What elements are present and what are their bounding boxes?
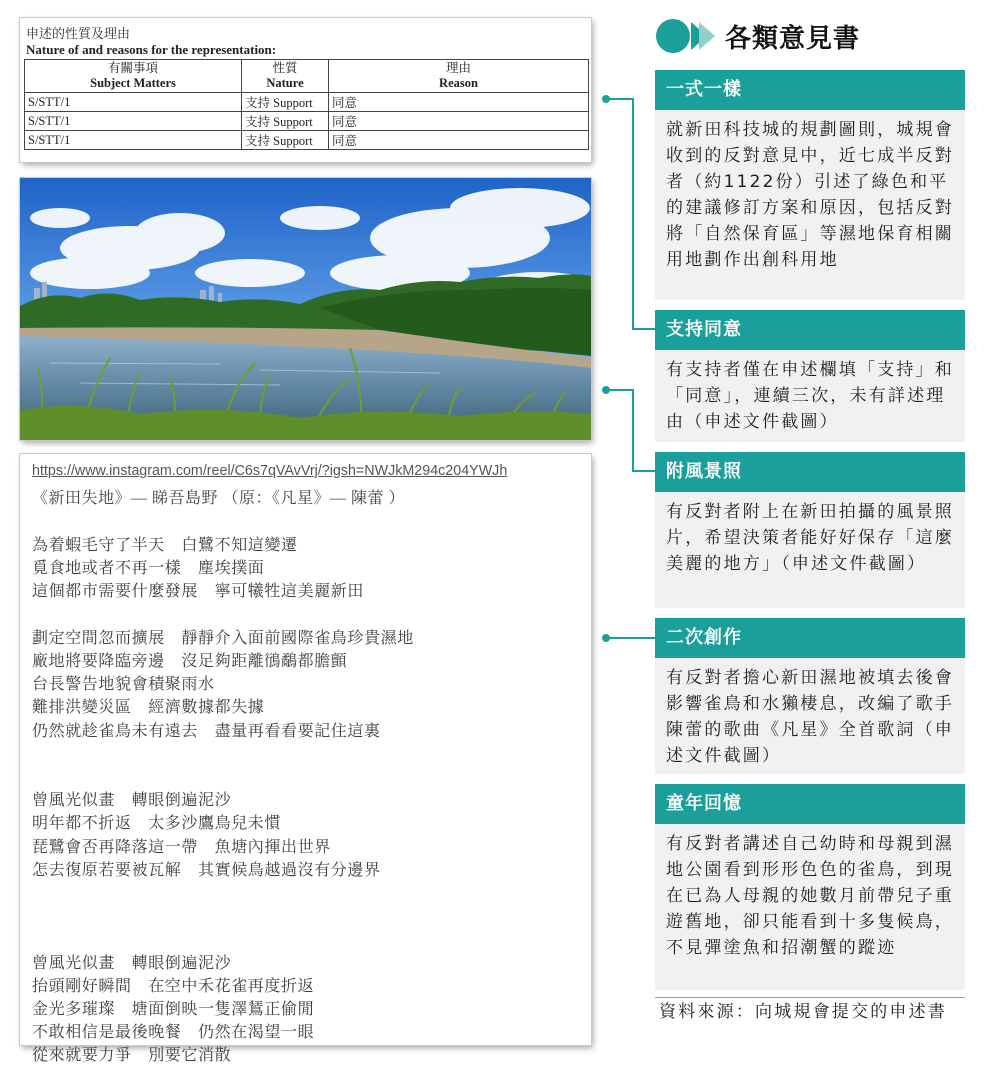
- lyric-line: 劃定空間忽而擴展 靜靜介入面前國際雀鳥珍貴濕地: [32, 629, 414, 647]
- column-header-subject: 有關事項 Subject Matters: [25, 60, 242, 93]
- table-row: [25, 93, 589, 112]
- lyric-line: 為着蝦毛守了半天 白鷺不知這變遷: [32, 537, 298, 554]
- column-header-reason: 理由 Reason: [329, 60, 589, 93]
- cell-nature: 支持 Support: [242, 112, 329, 131]
- section-heading-photo: 附風景照: [655, 452, 965, 492]
- lyric-line: 抬頭剛好瞬間 在空中禾花雀再度折返: [32, 977, 315, 995]
- lyric-line: 琵鷺會否再降落這一帶 魚塘內揮出世界: [32, 838, 331, 856]
- section-body-photo: 有反對者附上在新田拍攝的風景照片，希望決策者能好好保存「這麼美麗的地方」（申述文件截圖）: [655, 492, 965, 608]
- table-row: [25, 112, 589, 131]
- representation-table: [24, 59, 589, 150]
- lyric-line: 難排洪變災區 經濟數據都失據: [32, 699, 265, 717]
- section-heading-derivative: 二次創作: [655, 618, 965, 658]
- lyric-line: 不敢相信是最後晚餐 仍然在渴望一眼: [32, 1024, 315, 1042]
- wetland-photo-illustration: [20, 178, 591, 440]
- form-heading-zh: 申述的性質及理由: [26, 26, 131, 41]
- ming-pao-logo-icon: [655, 16, 717, 56]
- cell-reason: 同意: [329, 93, 589, 112]
- section-body-support: 有支持者僅在申述欄填「支持」和「同意」，連續三次，未有詳述理由（申述文件截圖）: [655, 350, 965, 442]
- section-heading-childhood: 童年回憶: [655, 784, 965, 824]
- table-row: [25, 131, 589, 150]
- wetland-landscape-photo: [20, 178, 591, 440]
- table-header-row: [25, 60, 589, 93]
- section-heading-identical: 一式一樣: [655, 70, 965, 110]
- cell-subject: S/STT/1: [25, 93, 242, 112]
- lyric-line: 廠地將要降臨旁邊 沒足夠距離鴴鷸都膽顫: [32, 653, 348, 670]
- lyric-line: 曾風光似畫 轉眼倒遍泥沙: [32, 954, 232, 972]
- section-body-derivative: 有反對者擔心新田濕地被填去後會影響雀鳥和水獺棲息，改編了歌手陳蕾的歌曲《凡星》全首歌詞（申述文件截圖）: [655, 658, 965, 774]
- instagram-link[interactable]: https://www.instagram.com/reel/C6s7qVAvVrj/?igsh=NWJkM294c204YWJh: [32, 463, 508, 479]
- cell-nature: 支持 Support: [242, 131, 329, 150]
- lyric-line: 曾風光似畫 轉眼倒遍泥沙: [32, 792, 232, 810]
- lyric-line: 覓食地或者不再一樣 塵埃撲面: [32, 560, 265, 578]
- lyric-line: 明年都不折返 太多沙鷹鳥兒未慣: [32, 815, 282, 833]
- lyrics-document-screenshot: [20, 454, 591, 1065]
- cell-reason: 同意: [329, 112, 589, 131]
- lyric-line: 從來就要力爭 別要它消散: [32, 1047, 232, 1065]
- section-body-childhood: 有反對者講述自己幼時和母親到濕地公園看到形形色色的雀鳥，到現在已為人母親的她數月前帶兒子重遊舊地，卻只能看到十多隻候鳥，不見彈塗魚和招潮蟹的蹤迹: [655, 824, 965, 990]
- cell-subject: S/STT/1: [25, 112, 242, 131]
- sidebar: [655, 0, 965, 1063]
- source-note: 資料來源：向城規會提交的申述書: [655, 997, 965, 1025]
- section-body-identical: 就新田科技城的規劃圖則，城規會收到的反對意見中，近七成半反對者（約1122份）引述了綠色和平的建議修訂方案和原因，包括反對將「自然保育區」等濕地保育相關用地劃作出創科用地: [655, 110, 965, 300]
- lyric-line: 台長警告地貌會積聚雨水: [32, 676, 215, 694]
- lyric-line: 仍然就趁雀鳥未有遠去 盡量再看看要記住這裏: [32, 722, 381, 740]
- lyric-line: 金光多璀璨 塘面倒映一隻澤鵟正偷閒: [32, 1001, 315, 1018]
- form-heading-en: Nature of and reasons for the representation:: [26, 42, 277, 57]
- sidebar-title: 各類意見書: [725, 24, 861, 54]
- section-heading-support: 支持同意: [655, 310, 965, 350]
- lyric-line: 怎去復原若要被瓦解 其實候鳥越過沒有分邊界: [32, 861, 381, 879]
- representation-form-screenshot: [20, 18, 591, 162]
- cell-reason: 同意: [329, 131, 589, 150]
- column-header-nature: 性質 Nature: [242, 60, 329, 93]
- song-credit: 《新田失地》— 睇吾島野 （原：《凡星》— 陳蕾 ）: [32, 490, 406, 507]
- lyric-line: 這個都市需要什麼發展 寧可犧牲這美麗新田: [32, 583, 365, 601]
- cell-nature: 支持 Support: [242, 93, 329, 112]
- cell-subject: S/STT/1: [25, 131, 242, 150]
